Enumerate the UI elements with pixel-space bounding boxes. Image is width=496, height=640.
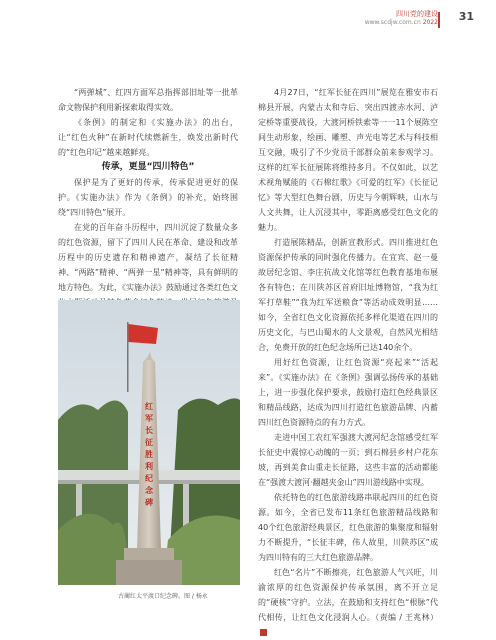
photo-caption: 古蔺红太平渡口纪念碑。图 / 杨永 [118,593,208,600]
end-mark-icon [260,629,267,636]
section-subheading: 传承，更显“四川特色” [101,162,195,172]
right-paragraph: 依托特色的红色旅游线路串联起四川的红色资源。如今，全省已发布11条红色旅游精品线路和40个红色旅游经典景区，红色旅游的集聚度和辐射力不断提升，“长征丰碑，伟人故里，川陕苏区”成为四川特有的三大红色旅游品牌。 [258,493,438,562]
right-paragraph: 4月27日，“红军长征在四川”展览在雅安市石棉县开展，内蒙古太和寺后、突出四渡赤水河、泸定桥等重要战役，大渡河桥铁索等一一11个展陈空间生动形象，绘画、雕塑、声光电等艺术与科技相互交融，吸引了不少党员干部群众前来参观学习。这样的红军长征展陈将维持多月。不仅如此，以艺术视角赋能的《石棉红歌》《可爱的红军》《长征记忆》等大型红色舞台剧，历史与今朝辉映，山水与人文共舞，让人沉浸其中，零距离感受红色文化的魅力。 [258,88,438,232]
header-accent-bar [438,12,440,28]
right-paragraph-last [258,565,438,640]
left-paragraph: 《条例》的制定和《实施办法》的出台，让“红色火种”在新时代续燃新生，焕发出新时代的“红色印记”越来越鲜亮。 [58,118,238,157]
url-text: www.scdjw.com.cn [364,19,421,26]
right-column [258,85,438,640]
left-paragraph: 在党的百年奋斗历程中，四川沉淀了数量众多的红色资源，留下了四川人民在革命、建设和改革历程中的历史遗存和精神遗产，凝结了长征精神、“两路”精神、“两弹一星”精神等，具有鲜明的地方特色。为此，《实施办法》鼓励通过各类红色文 [58,223,238,292]
monument-photo [58,300,240,585]
monument-inscription: 红军长征胜利纪念碑 [145,401,153,507]
right-paragraph: 用好红色资源，让红色资源“亮起来”“活起来”。《实施办法》在《条例》强调弘扬传承的基础上，进一步强化保护要求，鼓励打造红色经典景区和精品线路，达成为四川打造红色旅游品牌、内蓄四川红色资源特点的有力方式。 [258,358,438,427]
magazine-title: 四川党的建设 [396,10,438,18]
right-paragraph: 走进中国工农红军强渡大渡河纪念馆感受红军长征史中震惊心动魄的一页；到石棉县乡村户花东坡，再到美食山重走长征路，这些丰富的活动都能在“强渡大渡河·翻越夹金山”四川游线路中实现。 [258,433,438,487]
right-paragraph: 打造展陈精品，创新宣教形式。四川推进红色资源保护传承的同时强化传播力。在宜宾、赵一曼故居纪念馆、李庄抗战文化馆等红色教育基地布展各有特色；在川陕苏区首府旧址博物馆，“我为红军打草鞋”“我为红军送粮食”等活动成效明显……如今，全省红色文化资源依托多样化渠道在四川的历史文化，与巴山蜀水的人文景观，自然风光相结合，免费开放的红色纪念场所已达140余个。 [258,238,438,352]
left-paragraph: “两弹城”、红四方面军总指挥部旧址等一批革命文物保护利用新探索取得实效。 [58,88,238,112]
url-year: 2022 [422,19,438,26]
last-paragraph-text: 红色“名片”不断擦亮，红色旅游人气兴旺，川渝浓厚的红色资源保护传承氛围，离不开立足的“硬核”守护。立法，在鼓励和支持红色“根脉”代代相传，让红色文化浸润人心。（责编 / 王兆林） [258,568,438,622]
left-column [58,85,238,325]
magazine-url [365,19,438,26]
left-paragraph: 保护是为了更好的传承，传承促进更好的保护。《实施办法》作为《条例》的补充，始终围绕“四川特色”展开。 [58,178,238,217]
page-number: 31 [458,10,474,23]
